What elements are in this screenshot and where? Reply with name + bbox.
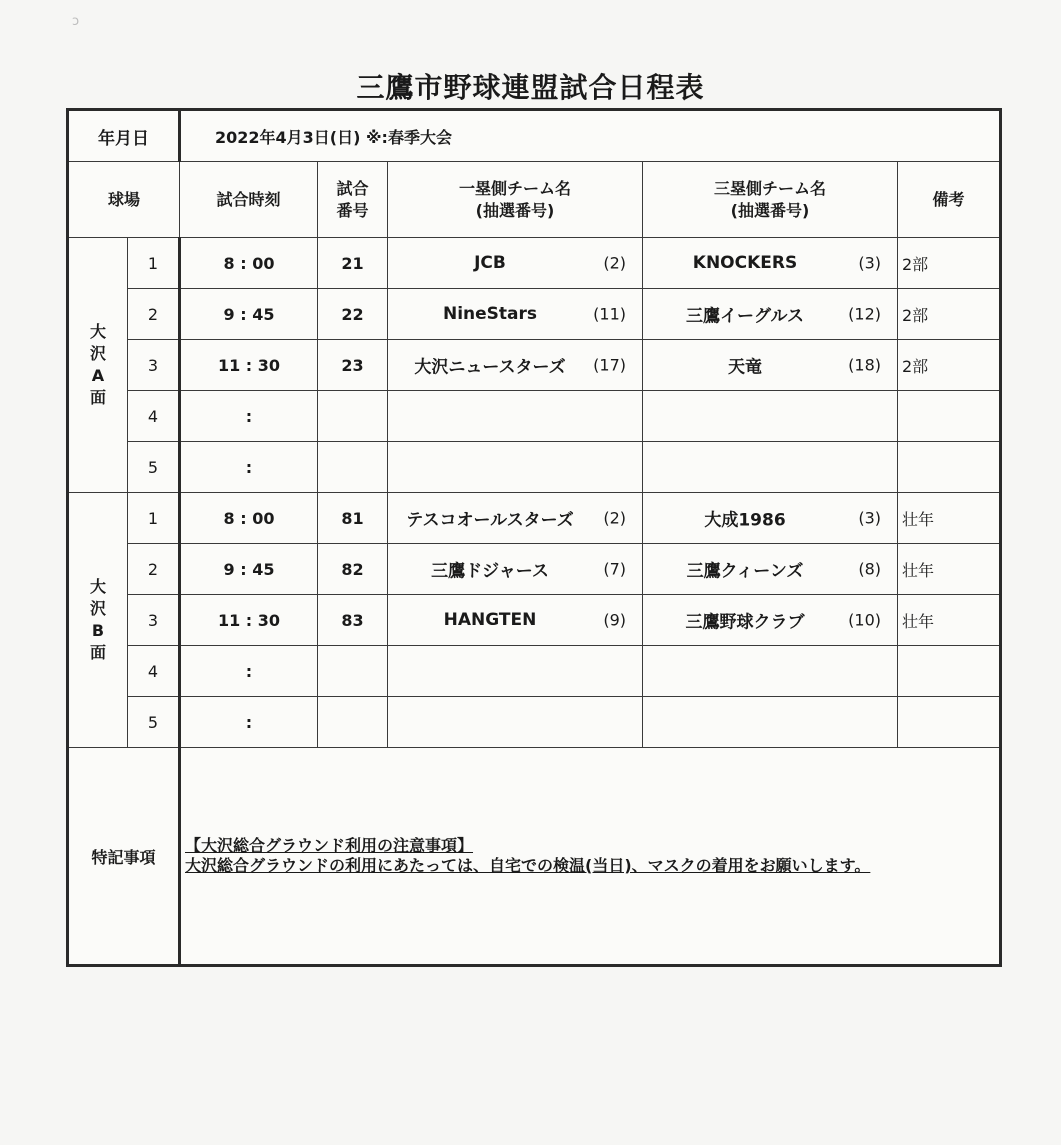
remarks bbox=[898, 442, 1001, 493]
remarks bbox=[898, 697, 1001, 748]
field-name bbox=[68, 493, 128, 748]
schedule-row bbox=[68, 391, 1001, 442]
third-base-team-name: 三鷹イーグルス bbox=[686, 306, 804, 327]
first-base-team bbox=[388, 697, 643, 748]
third-base-team bbox=[643, 646, 898, 697]
schedule-row bbox=[68, 595, 1001, 646]
first-base-team bbox=[388, 442, 643, 493]
header-third-base-line2: (抽選番号) bbox=[730, 200, 810, 220]
special-label: 特記事項 bbox=[68, 748, 180, 966]
game-number: 21 bbox=[318, 238, 388, 289]
first-base-team bbox=[388, 544, 643, 595]
field-name-char: 沢 bbox=[89, 599, 106, 618]
schedule-row bbox=[68, 697, 1001, 748]
game-time: 9 : 45 bbox=[180, 544, 318, 595]
header-field: 球場 bbox=[68, 162, 180, 238]
row-number: 3 bbox=[128, 595, 180, 646]
special-note-heading: 【大沢総合グラウンド利用の注意事項】 bbox=[185, 836, 474, 855]
third-base-team bbox=[643, 544, 898, 595]
third-base-lot-number: (8) bbox=[858, 559, 881, 579]
row-number: 2 bbox=[128, 544, 180, 595]
remarks bbox=[898, 646, 1001, 697]
header-first-base-line1: 一塁側チーム名 bbox=[458, 178, 571, 198]
field-name-char: 沢 bbox=[89, 344, 106, 363]
header-time: 試合時刻 bbox=[180, 162, 318, 238]
remarks bbox=[898, 391, 1001, 442]
field-name-char: 大 bbox=[89, 577, 106, 596]
scan-speck: ↄ bbox=[72, 14, 80, 29]
header-game-no-line2: 番号 bbox=[336, 200, 369, 220]
first-base-team bbox=[388, 646, 643, 697]
third-base-lot-number: (3) bbox=[858, 508, 881, 528]
row-number: 1 bbox=[128, 238, 180, 289]
header-game-no bbox=[318, 162, 388, 238]
third-base-lot-number: (10) bbox=[848, 610, 881, 630]
third-base-team bbox=[643, 493, 898, 544]
special-note-text: 大沢総合グラウンドの利用にあたっては、自宅での検温(当日)、マスクの着用をお願いします。 bbox=[185, 856, 871, 875]
header-remarks: 備考 bbox=[898, 162, 1001, 238]
first-base-lot-number: (9) bbox=[603, 610, 626, 630]
row-number: 3 bbox=[128, 340, 180, 391]
row-number: 5 bbox=[128, 697, 180, 748]
first-base-lot-number: (11) bbox=[593, 304, 626, 324]
game-number bbox=[318, 391, 388, 442]
game-time: : bbox=[180, 442, 318, 493]
first-base-team bbox=[388, 289, 643, 340]
first-base-team bbox=[388, 391, 643, 442]
first-base-lot-number: (2) bbox=[603, 253, 626, 273]
third-base-team-name: KNOCKERS bbox=[692, 253, 798, 273]
schedule-row bbox=[68, 544, 1001, 595]
row-number: 2 bbox=[128, 289, 180, 340]
third-base-team-name: 三鷹野球クラブ bbox=[685, 612, 805, 633]
game-number: 81 bbox=[318, 493, 388, 544]
first-base-team-name: NineStars bbox=[442, 304, 538, 324]
field-name-char: 大 bbox=[89, 322, 106, 341]
header-first-base bbox=[388, 162, 643, 238]
first-base-team bbox=[388, 238, 643, 289]
game-time: : bbox=[180, 391, 318, 442]
field-name-char: 面 bbox=[89, 388, 106, 407]
game-number: 22 bbox=[318, 289, 388, 340]
game-number bbox=[318, 697, 388, 748]
game-time: 9 : 45 bbox=[180, 289, 318, 340]
schedule-row bbox=[68, 238, 1001, 289]
game-number: 82 bbox=[318, 544, 388, 595]
remarks: 2部 bbox=[898, 289, 1001, 340]
first-base-team bbox=[388, 340, 643, 391]
schedule-row bbox=[68, 340, 1001, 391]
game-number bbox=[318, 442, 388, 493]
date-value: 2022年4月3日(日) ※:春季大会 bbox=[180, 110, 1001, 162]
field-name bbox=[68, 238, 128, 493]
game-number bbox=[318, 646, 388, 697]
game-number: 23 bbox=[318, 340, 388, 391]
first-base-team-name: 三鷹ドジャース bbox=[431, 561, 549, 582]
special-row bbox=[68, 748, 1001, 966]
remarks: 壮年 bbox=[898, 544, 1001, 595]
schedule-row bbox=[68, 493, 1001, 544]
first-base-lot-number: (7) bbox=[603, 559, 626, 579]
third-base-team bbox=[643, 595, 898, 646]
row-number: 1 bbox=[128, 493, 180, 544]
schedule-row bbox=[68, 289, 1001, 340]
third-base-team-name: 大成1986 bbox=[704, 510, 786, 531]
third-base-team bbox=[643, 238, 898, 289]
remarks: 壮年 bbox=[898, 493, 1001, 544]
remarks: 2部 bbox=[898, 238, 1001, 289]
first-base-team bbox=[388, 493, 643, 544]
date-row bbox=[68, 110, 1001, 162]
third-base-team bbox=[643, 340, 898, 391]
third-base-lot-number: (12) bbox=[848, 304, 881, 324]
remarks: 壮年 bbox=[898, 595, 1001, 646]
field-name-char: B bbox=[91, 621, 105, 640]
third-base-team-name: 天竜 bbox=[728, 357, 762, 378]
first-base-team-name: HANGTEN bbox=[443, 610, 537, 630]
field-name-char: 面 bbox=[89, 643, 106, 662]
first-base-lot-number: (17) bbox=[593, 355, 626, 375]
row-number: 4 bbox=[128, 391, 180, 442]
first-base-lot-number: (2) bbox=[603, 508, 626, 528]
game-number: 83 bbox=[318, 595, 388, 646]
header-row bbox=[68, 162, 1001, 238]
field-name-char: A bbox=[91, 366, 105, 385]
header-first-base-line2: (抽選番号) bbox=[475, 200, 555, 220]
row-number: 4 bbox=[128, 646, 180, 697]
remarks: 2部 bbox=[898, 340, 1001, 391]
date-label: 年月日 bbox=[68, 110, 180, 162]
third-base-lot-number: (3) bbox=[858, 253, 881, 273]
game-time: 11 : 30 bbox=[180, 340, 318, 391]
schedule-table bbox=[66, 108, 1002, 967]
third-base-team bbox=[643, 289, 898, 340]
game-time: : bbox=[180, 697, 318, 748]
row-number: 5 bbox=[128, 442, 180, 493]
header-third-base-line1: 三塁側チーム名 bbox=[713, 178, 826, 198]
third-base-team bbox=[643, 391, 898, 442]
header-third-base bbox=[643, 162, 898, 238]
page-title: 三鷹市野球連盟試合日程表 bbox=[356, 71, 705, 104]
first-base-team-name: JCB bbox=[474, 253, 506, 273]
header-game-no-line1: 試合 bbox=[336, 178, 369, 198]
third-base-team bbox=[643, 442, 898, 493]
third-base-team-name: 三鷹クィーンズ bbox=[686, 561, 804, 582]
game-time: 8 : 00 bbox=[180, 493, 318, 544]
schedule-row bbox=[68, 646, 1001, 697]
third-base-lot-number: (18) bbox=[848, 355, 881, 375]
schedule-row bbox=[68, 442, 1001, 493]
third-base-team bbox=[643, 697, 898, 748]
first-base-team-name: テスコオールスターズ bbox=[406, 510, 574, 531]
game-time: : bbox=[180, 646, 318, 697]
special-notes bbox=[180, 748, 1001, 966]
first-base-team bbox=[388, 595, 643, 646]
first-base-team-name: 大沢ニュースターズ bbox=[414, 357, 566, 378]
game-time: 11 : 30 bbox=[180, 595, 318, 646]
game-time: 8 : 00 bbox=[180, 238, 318, 289]
